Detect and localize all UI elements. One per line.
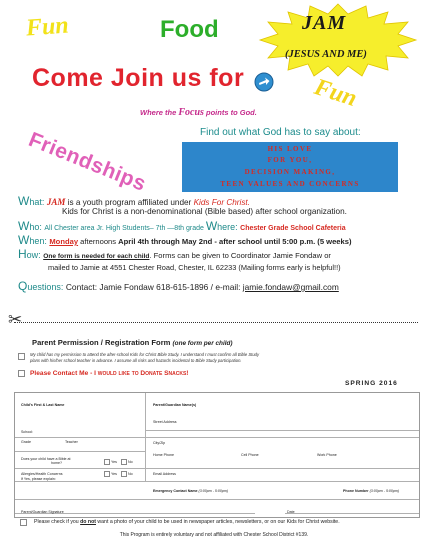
season-label: SPRING 2016: [345, 380, 398, 387]
photo-optout-text: [34, 519, 340, 525]
food-word: Food: [160, 16, 219, 43]
work-phone-label: Work Phone: [317, 453, 337, 457]
form-title-main: Parent Permission / Registration Form: [32, 338, 173, 347]
city-zip-label: City/Zip: [153, 441, 166, 445]
headline: Come Join us for: [32, 64, 245, 92]
bible-yes-label: Yes: [111, 460, 117, 464]
guardian-names-label: Parent/Guardian Name(s): [153, 403, 197, 407]
when-day: Monday: [49, 237, 79, 246]
photo-pre: Please check if you: [34, 519, 81, 525]
topic-teen-values: TEEN VALUES AND CONCERNS: [220, 180, 360, 188]
when-rest: hen:: [29, 236, 50, 246]
date-rule: [285, 513, 419, 514]
form-rule-3: [15, 468, 419, 469]
allergies-yes-label: Yes: [111, 472, 117, 476]
where-rest: here:: [217, 222, 241, 232]
topic-for-you: FOR YOU,: [267, 156, 313, 164]
what-line2: Kids for Christ is a non-denominational (Bible based) after school organization.: [62, 207, 347, 216]
explain-label: If Yes, please explain:: [21, 477, 56, 481]
teacher-label: Teacher: [65, 440, 78, 444]
permission-line1: My child has my permission to attend the after-school Kids for Christ Bible Study. I understand I must confirm all Bible Study: [30, 352, 260, 357]
permission-text: [30, 352, 259, 364]
allergies-label: Allergies/Health Concerns: [21, 472, 63, 476]
fun-word-left: Fun: [25, 12, 70, 42]
focus-pre: Where the: [140, 108, 179, 117]
when-cap: W: [18, 233, 30, 247]
phone-number-label: [343, 489, 399, 493]
focus-word: Focus: [178, 107, 204, 118]
where-cap: W: [205, 219, 218, 233]
registration-form: [14, 392, 420, 518]
bible-no-label: No: [128, 460, 133, 464]
who-text: All Chester area Jr. High Students– 7th —8th grade: [44, 225, 206, 232]
form-title: [32, 338, 233, 347]
emergency-contact-label: [153, 489, 228, 493]
child-name-label: Child's First & Last Name: [21, 403, 65, 407]
emergency-hint: (3:00pm - 5:00pm): [198, 489, 229, 493]
what-text: is a youth program affiliated under: [65, 198, 194, 207]
snacks-checkbox[interactable]: [18, 370, 25, 377]
school-label: School:: [21, 430, 33, 434]
cell-phone-label: Cell Phone: [241, 453, 259, 457]
cut-line: [14, 322, 418, 323]
where-text: Chester Grade School Cafeteria: [240, 225, 346, 232]
when-line: [18, 233, 352, 247]
topic-decision-making: DECISION MAKING,: [244, 168, 336, 176]
topics-box: [182, 142, 398, 192]
allergies-yes-checkbox[interactable]: [104, 471, 110, 477]
questions-rest: uestions:: [27, 282, 66, 292]
how-line2: mailed to Jamie at 4551 Chester Road, Chester, IL 62233 (Mailing forms early is helpful!!): [48, 263, 341, 272]
how-line: [18, 247, 331, 261]
how-note: One form is needed for each child: [43, 253, 150, 260]
street-label: Street Address: [153, 420, 177, 424]
who-cap: W: [18, 219, 30, 233]
bible-question: [21, 457, 71, 465]
permission-line2: plans with his/her school teacher in advance. I assume all risks and hazards incidental to Bible Study participation.: [30, 358, 242, 363]
bible-q2: home?: [51, 461, 62, 465]
form-rule-4: [15, 481, 419, 482]
permission-checkbox[interactable]: [18, 353, 25, 360]
when-dates: April 4th through May 2nd - after school until 5:00 p.m. (5 weeks): [118, 237, 352, 246]
form-title-note: (one form per child): [172, 340, 233, 347]
bible-yes-checkbox[interactable]: [104, 459, 110, 465]
bible-q1: Does your child have a Bible at: [21, 457, 71, 461]
questions-line: [18, 279, 339, 293]
home-phone-label: Home Phone: [153, 453, 174, 457]
phone-number: Phone Number: [343, 489, 370, 493]
scissors-icon: ✂: [8, 310, 23, 330]
allergies-no-label: No: [128, 472, 133, 476]
questions-cap: Q: [18, 279, 28, 293]
jam-title: JAM: [302, 12, 347, 34]
email-label: Email Address: [153, 472, 176, 476]
what-cap: W: [18, 194, 30, 208]
allergies-no-checkbox[interactable]: [121, 471, 127, 477]
form-rule-5: [15, 499, 419, 500]
photo-post: want a photo of your child to be used in newspaper articles, newsletters, or on our Kids for Christ website.: [95, 519, 340, 525]
fun-word-right: Fun: [311, 74, 360, 112]
signature-label: Parent/Guardian Signature: [21, 510, 64, 514]
contact-pre: Please Contact Me -: [30, 370, 95, 377]
focus-tagline: [140, 107, 257, 118]
donate-snacks-option: [30, 370, 189, 377]
phone-hint: (3:00pm - 5:00pm): [369, 489, 400, 493]
what-kfc: Kids For Christ.: [193, 198, 250, 207]
when-text: afternoons: [78, 237, 119, 246]
who-rest: ho:: [29, 222, 45, 232]
find-out-text: Find out what God has to say about:: [200, 127, 361, 138]
email-link[interactable]: jamie.fondaw@gmail.com: [242, 282, 339, 292]
focus-post: points to God.: [203, 108, 257, 117]
date-label: Date: [287, 510, 295, 514]
disclaimer: This Program is entirely voluntary and not affiliated with Chester School District #139.: [119, 532, 309, 538]
what-jam: JAM: [46, 197, 66, 207]
jam-subtitle: (JESUS AND ME): [285, 49, 367, 60]
questions-text: Contact: Jamie Fondaw 618-615-1896 / e-mail:: [65, 282, 243, 292]
grade-label: Grade: [21, 440, 31, 444]
topic-his-love: HIS LOVE: [267, 145, 313, 153]
photo-optout-checkbox[interactable]: [20, 519, 27, 526]
what-line: [18, 194, 250, 208]
contact-post: I would like to Donate Snacks!: [94, 370, 189, 377]
form-rule-2b: [145, 430, 419, 431]
form-rule-1: [15, 437, 419, 438]
arrow-right-icon: [254, 72, 274, 92]
who-where-line: [18, 219, 346, 233]
bible-no-checkbox[interactable]: [121, 459, 127, 465]
what-rest: hat:: [29, 197, 47, 207]
emergency-name: Emergency Contact Name: [153, 489, 199, 493]
how-text: . Forms can be given to Coordinator Jamie Fondaw or: [149, 251, 331, 260]
friendships-word: Friendships: [25, 128, 150, 196]
photo-do-not: do not: [80, 519, 96, 525]
form-rule-2: [15, 451, 145, 452]
how-cap: H: [18, 247, 27, 261]
how-rest: ow:: [26, 250, 44, 260]
